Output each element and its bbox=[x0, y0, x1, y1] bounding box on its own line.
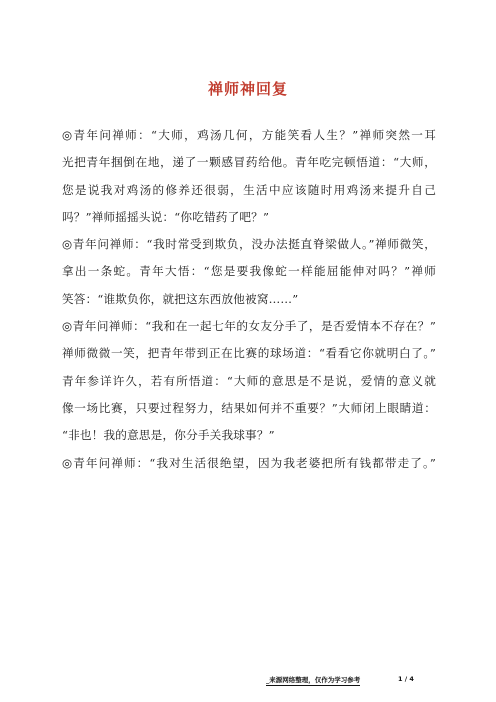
body-line: 您是说我对鸡汤的修养还很弱，生活中应该随时用鸡汤来提升自己 bbox=[62, 182, 436, 197]
body-line: ◎青年问禅师：“我时常受到欺负，没办法挺直脊梁做人。”禅师微笑， bbox=[62, 237, 436, 252]
body-line: ◎青年问禅师：“我和在一起七年的女友分手了，是否爱情本不存在？” bbox=[62, 319, 436, 334]
body-line: 青年参详许久，若有所悟道：“大师的意思是不是说，爱情的意义就 bbox=[62, 373, 436, 388]
document-title: 禅师神回复 bbox=[207, 80, 288, 98]
body-line: ◎青年问禅师：“我对生活很绝望，因为我老婆把所有钱都带走了。” bbox=[62, 455, 436, 470]
page-number: 1 / 4 bbox=[398, 675, 414, 683]
body-line: 吗？”禅师摇摇头说：“你吃错药了吧？” bbox=[62, 209, 270, 224]
page-footer bbox=[0, 675, 496, 689]
body-line: 拿出一条蛇。青年大悟：“您是要我像蛇一样能屈能伸对吗？”禅师 bbox=[62, 264, 436, 279]
body-line: 禅师微微一笑，把青年带到正在比赛的球场道：“看看它你就明白了。” bbox=[62, 346, 436, 361]
footer-source-note: _来源网络整理，仅作为学习参考 bbox=[266, 676, 361, 684]
body-line: “非也！我的意思是，你分手关我球事？” bbox=[62, 428, 275, 443]
body-line: 光把青年掴倒在地，递了一颗感冒药给他。青年吃完顿悟道：“大师， bbox=[62, 155, 436, 170]
document-body bbox=[62, 122, 436, 477]
body-line: 笑答：“谁欺负你，就把这东西放他被窝……” bbox=[62, 291, 299, 306]
body-line: ◎青年问禅师：“大师，鸡汤几何，方能笑看人生？”禅师突然一耳 bbox=[62, 128, 436, 142]
body-line: 像一场比赛，只要过程努力，结果如何并不重要？”大师闭上眼睛道： bbox=[62, 400, 436, 415]
